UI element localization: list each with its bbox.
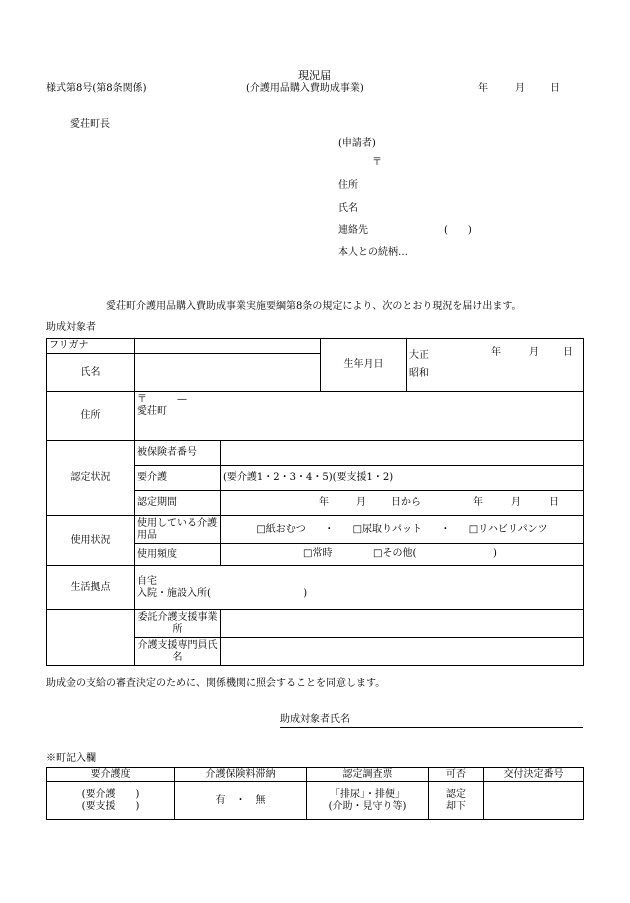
cert-label: 認定状況 xyxy=(47,441,135,516)
name-label: 氏名 xyxy=(47,354,135,392)
frequency-label: 使用頻度 xyxy=(135,544,221,566)
birth-day: 日 xyxy=(563,347,573,358)
applicant-relation-label: 本人との続柄… xyxy=(338,247,408,258)
applicant-heading: (申請者) xyxy=(338,138,376,149)
insured-no-field[interactable] xyxy=(221,441,584,466)
furigana-label: フリガナ xyxy=(47,339,135,354)
item-sep-2: ・ xyxy=(440,523,451,535)
applicant-contact-label: 連絡先 xyxy=(338,225,368,236)
header-survey: 認定調査票 xyxy=(307,768,429,782)
header-care-degree: 要介護度 xyxy=(47,768,175,782)
form-number: 様式第8号(第8条関係) xyxy=(46,83,147,94)
header-approval: 可否 xyxy=(429,768,484,782)
header-decision-no: 交付決定番号 xyxy=(484,768,584,782)
target-label: 助成対象者 xyxy=(46,322,96,333)
birth-label: 生年月日 xyxy=(321,339,407,392)
care-level-field[interactable]: (要介護1・2・3・4・5)(要支援1・2) xyxy=(221,466,584,491)
care-degree-cell[interactable] xyxy=(47,782,175,820)
main-table xyxy=(46,338,584,666)
period-to-year: 年 xyxy=(473,497,483,508)
cert-period-label: 認定期間 xyxy=(135,491,221,516)
arrears-cell[interactable]: 有 ・ 無 xyxy=(175,782,307,820)
survey-cell[interactable] xyxy=(307,782,429,820)
base-label: 生活拠点 xyxy=(47,566,135,610)
freq-close: ) xyxy=(493,548,497,559)
care-degree-line2: (要支援 ) xyxy=(81,800,140,812)
base-home[interactable]: 自宅 xyxy=(137,575,157,587)
intro-text: 愛荘町介護用品購入費助成事業実施要綱第8条の規定により、次のとおり現況を届け出ます。 xyxy=(106,301,522,312)
approval-approve: 認定 xyxy=(446,788,466,800)
base-field[interactable] xyxy=(135,566,584,610)
base-hospital[interactable] xyxy=(137,588,581,600)
office-label-text: 委託介護支援事業所 xyxy=(137,612,218,635)
period-to-day: 日 xyxy=(549,497,559,508)
period-from-year: 年 xyxy=(319,497,329,508)
approval-cell[interactable] xyxy=(429,782,484,820)
usage-label: 使用状況 xyxy=(47,516,135,566)
office-field[interactable] xyxy=(221,610,584,638)
address-field[interactable] xyxy=(135,392,584,441)
specialist-field[interactable] xyxy=(221,638,584,666)
era-taisho: 大正 xyxy=(409,350,429,361)
approval-reject: 却下 xyxy=(446,800,466,812)
cert-period-field[interactable] xyxy=(221,491,584,516)
birth-year: 年 xyxy=(491,347,501,358)
freq-always[interactable]: □常時 xyxy=(303,548,333,559)
applicant-name-label: 氏名 xyxy=(338,203,358,214)
address-label: 住所 xyxy=(47,392,135,441)
applicant-contact-parens: ( ) xyxy=(444,225,472,236)
address-postal: 〒 — xyxy=(137,394,187,405)
office-use-label: ※町記入欄 xyxy=(46,753,96,764)
furigana-field[interactable] xyxy=(135,339,321,354)
date-month: 月 xyxy=(515,83,525,94)
items-label-text: 使用している介護用品 xyxy=(137,518,217,541)
header-arrears: 介護保険料滞納 xyxy=(175,768,307,782)
period-from-month: 月 xyxy=(356,497,366,508)
insured-no-label: 被保険者番号 xyxy=(135,441,221,466)
page-title: 現況届 xyxy=(298,69,331,82)
period-to-month: 月 xyxy=(511,497,521,508)
birth-month: 月 xyxy=(529,347,539,358)
specialist-label-text: 介護支援専門員氏名 xyxy=(137,640,218,663)
item-sep-1: ・ xyxy=(324,523,335,535)
office-label xyxy=(135,610,221,638)
care-degree-line1: (要介護 ) xyxy=(81,788,140,800)
date-day: 日 xyxy=(550,83,560,94)
addressee: 愛荘町長 xyxy=(70,119,110,130)
care-level-label: 要介護 xyxy=(135,466,221,491)
base-hospital-close: ) xyxy=(303,587,308,599)
items-label xyxy=(135,516,221,544)
item-paper-diaper[interactable]: □紙おむつ xyxy=(256,523,306,535)
frequency-field[interactable] xyxy=(221,544,584,566)
postal-mark: 〒 xyxy=(372,157,382,168)
base-hospital-text: 入院・施設入所( xyxy=(137,587,211,599)
era-showa: 昭和 xyxy=(409,368,429,379)
specialist-label xyxy=(135,638,221,666)
name-field[interactable] xyxy=(135,354,321,392)
survey-line2: (介助・見守り等) xyxy=(328,800,407,812)
birth-field[interactable] xyxy=(407,339,584,392)
survey-line1: 「排尿」・排便」 xyxy=(330,788,405,800)
support-blank xyxy=(47,610,135,666)
items-options[interactable] xyxy=(221,516,584,544)
item-urine-pad[interactable]: □尿取りパット xyxy=(352,523,423,535)
office-use-table xyxy=(46,767,584,820)
form-subtitle: (介護用品購入費助成事業) xyxy=(246,83,364,94)
consent-text: 助成金の支給の審査決定のために、関係機関に照会することを同意します。 xyxy=(46,678,386,689)
period-from-text: 日から xyxy=(391,497,421,508)
decision-no-cell[interactable] xyxy=(484,782,584,820)
applicant-address-label: 住所 xyxy=(338,180,358,191)
freq-other[interactable]: □その他( xyxy=(373,548,417,559)
date-year: 年 xyxy=(478,83,488,94)
address-town: 愛荘町 xyxy=(137,406,167,417)
item-rehab-pants[interactable]: □リハビリパンツ xyxy=(468,523,548,535)
signature-label: 助成対象者氏名 xyxy=(280,714,350,725)
signature-line[interactable] xyxy=(280,727,583,728)
